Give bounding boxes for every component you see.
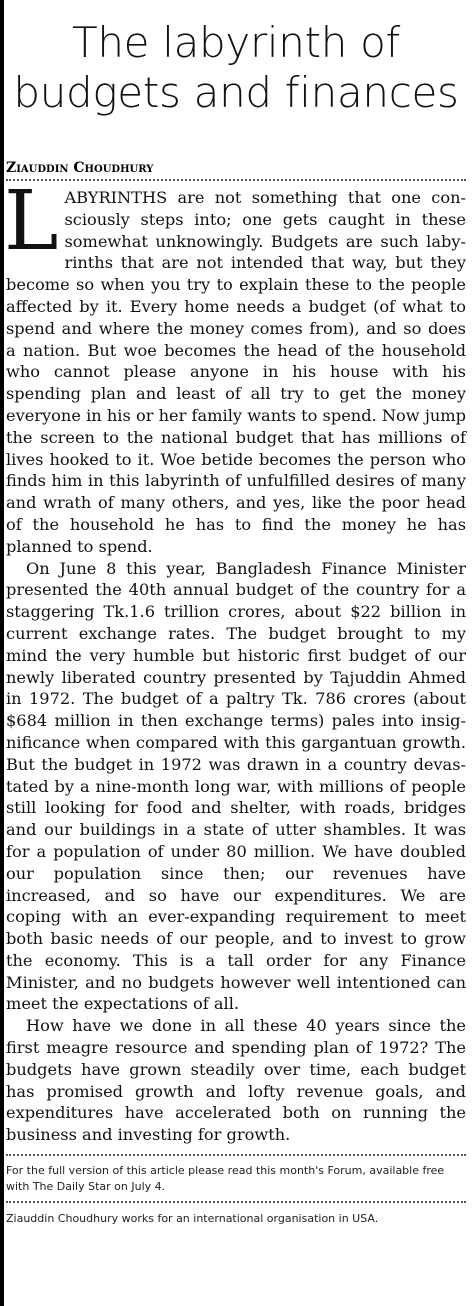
paragraph-1 [4,174,466,558]
headline-line-1: The labyrinth of [71,18,401,67]
paragraph-3: How have we done in all these 40 years since the first meagre resource and spending plan of 1972? The budgets have grown steadily over time, each budget has promised growth and lofty revenue goals, and expenditures have accelerated both on running the business and investing for growth. [6,1016,466,1145]
article [6,0,466,1227]
headline-line-2: budgets and finances [13,68,459,117]
paragraph-1-text: ABYRINTHS are not something that one consciously steps into; one gets caught in these somewhat unknowingly. Budgets are such labyrinths that are not intended that way, but they become so when you try to explain these to the people affected by it. Every home needs a budget (of what to spend and where the money comes from), and so does a nation. But woe becomes the head of the household who cannot please anyone in his house with his spending plan and least of all try to get the money everyone in his or her family wants to spend. Now jump the screen to the national budget that has millions of lives hooked to it. Woe betide becomes the person who finds him in this labyrinth of unfulfilled desires of many and wrath of many others, and yes, like the poor head of the household he has to find the money he has planned to spend. [6,188,466,556]
author-note: Ziauddin Choudhury works for an international organisation in USA. [6,1212,379,1226]
article-body [4,174,466,1146]
drop-cap: L [4,174,59,269]
forum-note: For the full version of this article please read this month's Forum, available free with The Daily Star on July 4. [6,1154,466,1203]
paragraph-2: On June 8 this year, Bangladesh Finance Minister presented the 40th annual budget of the country for a staggering Tk.1.6 trillion crores, about $22 billion in current exchange rates. The budget brought to my mind the very humble but historic first budget of our newly liberated country presented by Tajuddin Ahmed in 1972. The budget of a paltry Tk. 786 crores (about $684 million in then exchange terms) pales into insignificance when compared with this gargantuan growth. But the budget in 1972 was drawn in a country devastated by a nine-month long war, with millions of people still looking for food and shelter, with roads, bridges and our buildings in a state of utter shambles. It was for a population of under 80 million. We have doubled our population since then; our revenues have increased, and so have our expenditures. We are coping with an ever-expanding requirement to meet both basic needs of our people, and to invest to grow the economy. This is a tall order for any Finance Minister, and no budgets however well intentioned can meet the expectations of all. [6,558,466,1014]
headline [6,18,466,118]
byline: Ziauddin Choudhury [6,159,466,181]
